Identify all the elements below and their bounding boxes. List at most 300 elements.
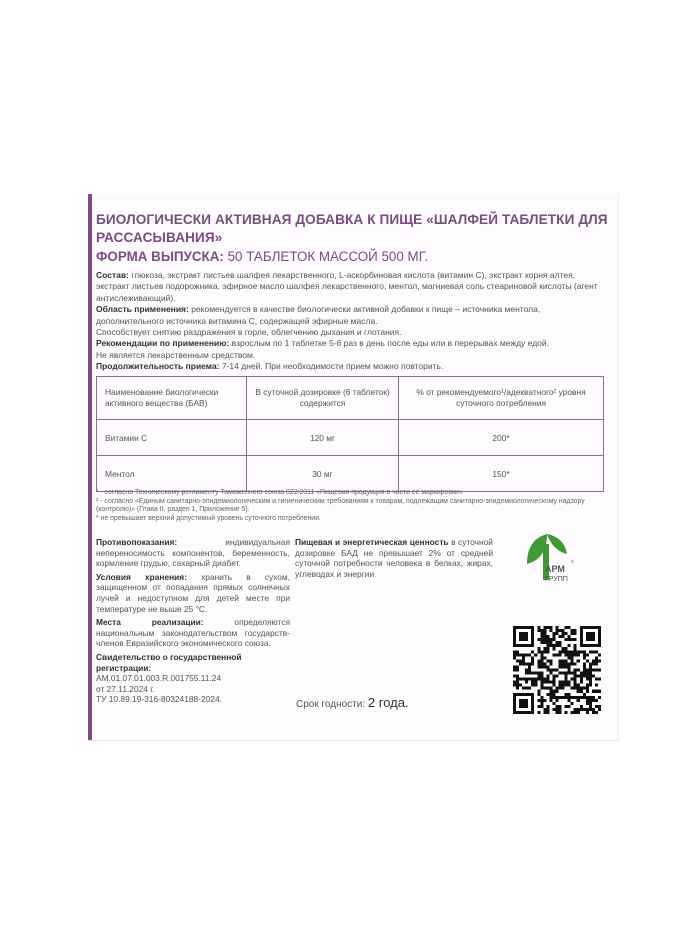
composition (96, 270, 606, 304)
qr-module (568, 644, 571, 647)
qr-module (580, 687, 583, 690)
qr-module (586, 702, 589, 705)
qr-module (519, 659, 522, 662)
qr-module (513, 650, 516, 653)
qr-module (540, 635, 543, 638)
qr-module (540, 672, 543, 675)
qr-module (540, 675, 543, 678)
qr-module (525, 668, 528, 671)
qr-module (568, 653, 571, 656)
qr-module (546, 635, 549, 638)
qr-module (589, 702, 592, 705)
qr-module (577, 653, 580, 656)
qr-module (574, 675, 577, 678)
qr-module (595, 711, 598, 714)
qr-module (592, 699, 595, 702)
qr-module (534, 672, 537, 675)
qr-module (571, 678, 574, 681)
qr-finder (519, 632, 528, 641)
qr-module (543, 632, 546, 635)
qr-module (559, 641, 562, 644)
brand-line1: АРМ (545, 564, 565, 574)
qr-module (574, 696, 577, 699)
qr-module (583, 675, 586, 678)
description-block (96, 270, 606, 373)
qr-module (543, 656, 546, 659)
qr-module (543, 647, 546, 650)
qr-module (555, 653, 558, 656)
qr-module (559, 635, 562, 638)
storage (96, 572, 290, 614)
qr-module (546, 626, 549, 629)
qr-module (546, 693, 549, 696)
qr-module (516, 678, 519, 681)
qr-module (559, 681, 562, 684)
qr-module (574, 668, 577, 671)
qr-module (537, 647, 540, 650)
footnote: * не превышает верхний допустимый уровень суточного потребления. (96, 514, 321, 522)
qr-module (546, 705, 549, 708)
qr-module (577, 696, 580, 699)
contraindications-text: индивидуальная непереносимость компонентов, беременность, кормление грудью, сахарный диабет. (96, 537, 290, 569)
qr-module (537, 693, 540, 696)
qr-module (543, 638, 546, 641)
qr-module (568, 681, 571, 684)
qr-module (540, 687, 543, 690)
qr-module (528, 662, 531, 665)
qr-module (525, 672, 528, 675)
qr-module (583, 708, 586, 711)
release-form-label: ФОРМА ВЫПУСКА: (96, 249, 224, 264)
qr-module (562, 665, 565, 668)
qr-module (549, 626, 552, 629)
qr-module (516, 665, 519, 668)
qr-module (571, 672, 574, 675)
qr-module (571, 702, 574, 705)
qr-module (571, 696, 574, 699)
qr-module (565, 696, 568, 699)
qr-module (595, 699, 598, 702)
recommendations (96, 338, 606, 349)
qr-module (562, 650, 565, 653)
qr-module (552, 678, 555, 681)
qr-module (522, 678, 525, 681)
qr-module (549, 662, 552, 665)
table-row (97, 456, 604, 492)
qr-module (522, 687, 525, 690)
qr-module (574, 650, 577, 653)
qr-module (559, 696, 562, 699)
qr-module (552, 693, 555, 696)
qr-module (540, 662, 543, 665)
qr-module (546, 659, 549, 662)
qr-module (595, 668, 598, 671)
qr-module (552, 702, 555, 705)
qr-module (583, 650, 586, 653)
qr-module (546, 665, 549, 668)
duration-label: Продолжительность приема: (96, 361, 220, 372)
qr-module (543, 665, 546, 668)
qr-module (589, 678, 592, 681)
qr-module (519, 653, 522, 656)
table-cell: 30 мг (247, 456, 399, 492)
qr-module (562, 681, 565, 684)
qr-module (565, 681, 568, 684)
qr-module (516, 684, 519, 687)
qr-module (586, 696, 589, 699)
qr-module (562, 696, 565, 699)
qr-module (516, 650, 519, 653)
qr-module (555, 641, 558, 644)
qr-module (549, 699, 552, 702)
qr-module (589, 708, 592, 711)
qr-module (540, 659, 543, 662)
qr-module (565, 638, 568, 641)
qr-module (580, 690, 583, 693)
qr-module (586, 687, 589, 690)
qr-module (543, 635, 546, 638)
qr-module (574, 653, 577, 656)
qr-module (589, 668, 592, 671)
qr-module (549, 644, 552, 647)
qr-module (540, 650, 543, 653)
release-form-value: 50 ТАБЛЕТОК МАССОЙ 500 МГ. (223, 249, 429, 264)
qr-finder (519, 699, 528, 708)
qr-module (580, 696, 583, 699)
qr-module (559, 708, 562, 711)
qr-module (516, 659, 519, 662)
qr-module (516, 675, 519, 678)
qr-module (549, 681, 552, 684)
qr-module (534, 684, 537, 687)
qr-code (513, 626, 601, 714)
qr-module (522, 659, 525, 662)
qr-module (559, 662, 562, 665)
brand-name (545, 565, 568, 584)
qr-module (559, 653, 562, 656)
qr-module (592, 662, 595, 665)
qr-module (568, 693, 571, 696)
qr-module (559, 650, 562, 653)
footnote: ² - согласно «Единым санитарно-эпидемиологическим и гигиеническим требованиям к товарам, подлежащим санитарно-эпидемиологическому надзору (контролю)» (Глава II, раздел 1, Приложение 5). (96, 497, 585, 514)
recommendations-extra: Не является лекарственным средством. (96, 349, 256, 360)
qr-module (595, 684, 598, 687)
qr-module (546, 708, 549, 711)
qr-module (528, 678, 531, 681)
qr-module (552, 653, 555, 656)
qr-module (565, 626, 568, 629)
qr-module (598, 705, 601, 708)
footnote: ¹ - согласно Техническому регламенту Таможенного союза 022/2011 «Пищевая продукция в части ее маркировки» (96, 489, 463, 496)
logo-leaf-right (547, 534, 567, 554)
qr-module (549, 641, 552, 644)
qr-module (525, 662, 528, 665)
qr-module (586, 690, 589, 693)
qr-module (549, 687, 552, 690)
qr-module (540, 665, 543, 668)
qr-module (540, 684, 543, 687)
qr-module (559, 711, 562, 714)
qr-module (555, 632, 558, 635)
qr-module (543, 641, 546, 644)
qr-module (580, 675, 583, 678)
qr-module (577, 684, 580, 687)
qr-module (540, 702, 543, 705)
qr-module (589, 662, 592, 665)
qr-module (580, 678, 583, 681)
qr-module (531, 681, 534, 684)
contraindications (96, 537, 290, 569)
qr-module (589, 681, 592, 684)
qr-module (565, 665, 568, 668)
qr-module (562, 647, 565, 650)
qr-module (589, 705, 592, 708)
qr-module (513, 681, 516, 684)
qr-module (522, 653, 525, 656)
qr-module (574, 672, 577, 675)
qr-module (574, 638, 577, 641)
qr-module (580, 681, 583, 684)
qr-module (540, 641, 543, 644)
qr-module (586, 659, 589, 662)
qr-module (540, 656, 543, 659)
qr-module (537, 638, 540, 641)
qr-module (562, 629, 565, 632)
qr-module (577, 668, 580, 671)
qr-module (589, 696, 592, 699)
duration-text: 7-14 дней. При необходимости прием можно повторить. (219, 361, 444, 372)
qr-module (562, 684, 565, 687)
qr-module (583, 662, 586, 665)
qr-module (580, 650, 583, 653)
qr-module (525, 687, 528, 690)
qr-module (546, 711, 549, 714)
qr-module (543, 711, 546, 714)
table-header: % от рекомендуемого¹/адекватного² уровня суточного потребления (399, 377, 604, 420)
qr-module (577, 687, 580, 690)
qr-module (577, 699, 580, 702)
qr-module (574, 632, 577, 635)
table-header-row (97, 377, 604, 420)
qr-module (559, 672, 562, 675)
qr-module (522, 662, 525, 665)
qr-module (555, 699, 558, 702)
qr-module (559, 659, 562, 662)
qr-module (546, 687, 549, 690)
registration-date: от 27.11.2024 г. (96, 683, 155, 694)
recommendations-text: взрослым по 1 таблетке 5-6 раз в день после еды или в перерывах между едой. (229, 338, 550, 349)
qr-module (552, 635, 555, 638)
qr-module (580, 672, 583, 675)
qr-module (586, 668, 589, 671)
qr-module (546, 650, 549, 653)
qr-module (595, 690, 598, 693)
qr-module (537, 711, 540, 714)
qr-module (580, 705, 583, 708)
qr-module (568, 650, 571, 653)
qr-module (568, 662, 571, 665)
info-column-left (96, 537, 290, 708)
qr-module (583, 665, 586, 668)
qr-module (571, 632, 574, 635)
qr-module (537, 675, 540, 678)
qr-module (571, 659, 574, 662)
qr-module (531, 650, 534, 653)
qr-module (555, 690, 558, 693)
qr-module (586, 653, 589, 656)
qr-module (562, 632, 565, 635)
qr-module (574, 647, 577, 650)
qr-module (537, 629, 540, 632)
qr-module (574, 708, 577, 711)
qr-module (534, 653, 537, 656)
qr-module (562, 687, 565, 690)
qr-module (586, 708, 589, 711)
qr-module (555, 705, 558, 708)
qr-module (552, 668, 555, 671)
sale-places (96, 617, 290, 649)
qr-module (574, 684, 577, 687)
qr-module (543, 708, 546, 711)
qr-module (555, 629, 558, 632)
shelf-life-value: 2 года. (367, 695, 409, 710)
qr-module (568, 635, 571, 638)
qr-module (516, 653, 519, 656)
qr-module (595, 656, 598, 659)
qr-module (571, 650, 574, 653)
qr-module (531, 684, 534, 687)
qr-module (559, 665, 562, 668)
qr-module (583, 653, 586, 656)
qr-module (589, 672, 592, 675)
qr-module (540, 681, 543, 684)
qr-module (595, 662, 598, 665)
sale-text: определяются национальным законодательством государств-членов Евразийского экономического союза. (96, 617, 290, 649)
release-form (96, 249, 616, 264)
qr-module (552, 675, 555, 678)
qr-module (540, 699, 543, 702)
qr-module (552, 644, 555, 647)
qr-module (543, 699, 546, 702)
qr-module (555, 696, 558, 699)
qr-module (546, 638, 549, 641)
qr-module (592, 711, 595, 714)
qr-module (577, 711, 580, 714)
qr-module (562, 662, 565, 665)
qr-module (565, 684, 568, 687)
contraindications-label: Противопоказания: (96, 537, 178, 547)
sale-label: Места реализации: (96, 617, 204, 628)
qr-module (574, 644, 577, 647)
qr-module (537, 665, 540, 668)
table-cell: Витамин С (97, 420, 247, 456)
qr-module (589, 684, 592, 687)
product-title: БИОЛОГИЧЕСКИ АКТИВНАЯ ДОБАВКА К ПИЩЕ «ШАЛФЕЙ ТАБЛЕТКИ ДЛЯ РАССАСЫВАНИЯ» (96, 212, 608, 245)
qr-module (528, 672, 531, 675)
qr-module (577, 690, 580, 693)
qr-module (531, 678, 534, 681)
qr-module (528, 687, 531, 690)
qr-module (565, 675, 568, 678)
qr-module (549, 696, 552, 699)
qr-module (562, 635, 565, 638)
qr-module (543, 662, 546, 665)
storage-text: хранить в сухом, защищенном от попадания прямых солнечных лучей и недоступном для детей месте при температуре не выше 25 °С. (96, 571, 290, 614)
qr-module (549, 693, 552, 696)
nutrition-text: в суточной дозировке БАД не превышает 2% от средней суточной потребности человека в белках, жирах, углеводах и энергии (295, 537, 493, 579)
shelf-life (296, 695, 409, 710)
qr-module (583, 672, 586, 675)
qr-module (559, 705, 562, 708)
qr-module (537, 705, 540, 708)
qr-module (574, 711, 577, 714)
qr-module (534, 678, 537, 681)
qr-module (592, 668, 595, 671)
qr-module (568, 665, 571, 668)
qr-module (537, 690, 540, 693)
qr-module (562, 672, 565, 675)
qr-module (586, 684, 589, 687)
qr-module (577, 675, 580, 678)
table-cell: 200* (399, 420, 604, 456)
qr-module (568, 699, 571, 702)
qr-module (540, 632, 543, 635)
composition-text: глюкоза, экстракт листьев шалфея лекарственного, L-аскорбиновая кислота (витамин С), экстракт корня алтея, экстракт листьев подорожника, эфирное масло шалфея лекарственного, ментол, магниевая соль стеариновой кислоты (агент антислеживающий). (96, 270, 598, 303)
table-header: В суточной дозировке (6 таблеток) содержится (247, 377, 399, 420)
qr-module (552, 638, 555, 641)
recommendations-label: Рекомендации по применению: (96, 338, 230, 349)
qr-module (598, 690, 601, 693)
qr-module (568, 705, 571, 708)
qr-module (586, 678, 589, 681)
qr-module (574, 687, 577, 690)
qr-module (574, 629, 577, 632)
qr-module (531, 672, 534, 675)
qr-module (571, 687, 574, 690)
qr-module (543, 629, 546, 632)
qr-module (589, 650, 592, 653)
qr-module (595, 705, 598, 708)
qr-module (565, 659, 568, 662)
qr-module (537, 699, 540, 702)
qr-module (559, 687, 562, 690)
qr-module (537, 662, 540, 665)
qr-module (568, 672, 571, 675)
qr-module (568, 626, 571, 629)
qr-module (540, 629, 543, 632)
qr-module (586, 711, 589, 714)
qr-module (598, 653, 601, 656)
footnotes (96, 489, 606, 523)
qr-module (540, 696, 543, 699)
qr-module (549, 690, 552, 693)
qr-module (586, 672, 589, 675)
qr-module (525, 681, 528, 684)
registration-tu: ТУ 10.89.19-316-80324188-2024. (96, 694, 222, 705)
qr-module (543, 687, 546, 690)
qr-module (552, 690, 555, 693)
table-row (97, 420, 604, 456)
qr-module (565, 647, 568, 650)
qr-module (516, 668, 519, 671)
qr-finder (586, 632, 595, 641)
qr-module (598, 696, 601, 699)
registration-label: Свидетельство о государственной регистрации: (96, 651, 242, 673)
qr-module (598, 708, 601, 711)
qr-module (555, 626, 558, 629)
table-cell: 150* (399, 456, 604, 492)
qr-module (592, 696, 595, 699)
